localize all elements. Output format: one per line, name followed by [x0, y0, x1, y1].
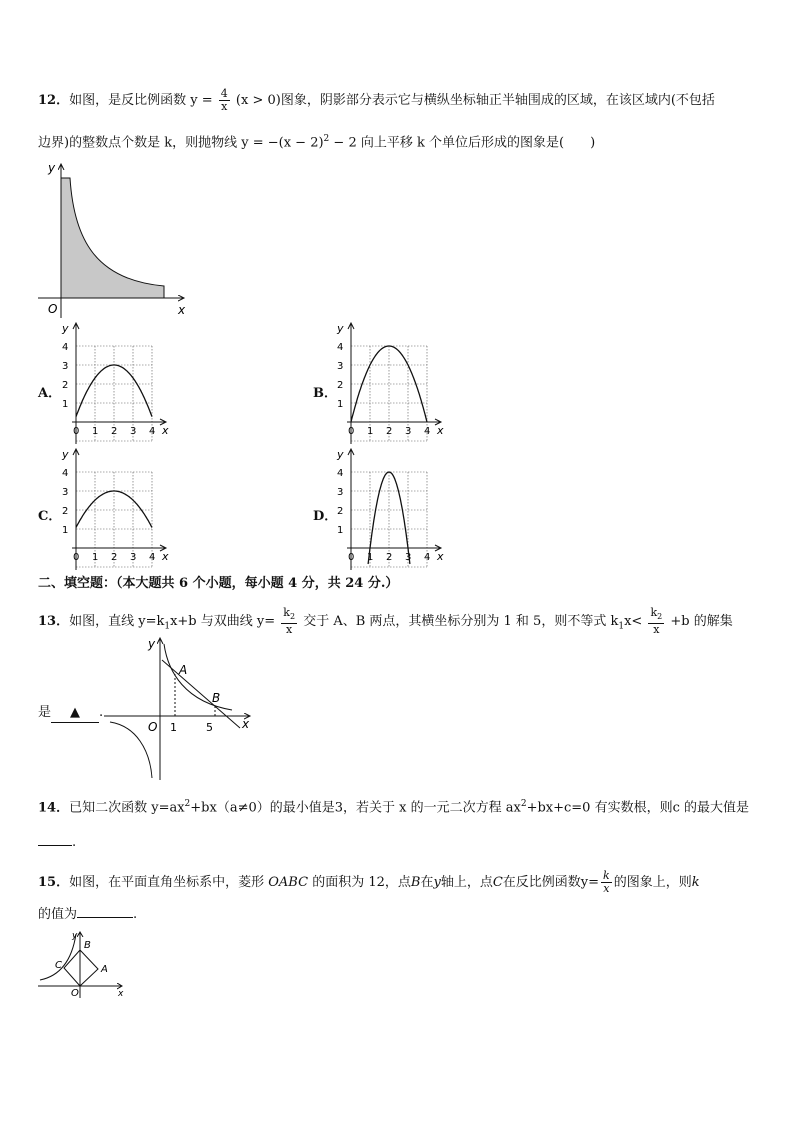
q15-text-c: 在	[420, 875, 434, 890]
option-b-graph[interactable]	[333, 322, 453, 444]
q13-y-label: y	[148, 637, 156, 651]
q15-point-c-label: C	[55, 960, 62, 971]
q13-text-e: +b 的解集	[670, 614, 733, 630]
section2-title: 二、填空题：（本大题共 6 个小题，每小题 4 分，共 24 分.）	[38, 576, 399, 591]
q14-number: 14．	[38, 800, 70, 816]
q12-parabola-tail: − 2	[329, 135, 357, 151]
q13-sub1: 1	[164, 621, 171, 632]
option-y-tick: 2	[62, 506, 69, 517]
q13-tick-5: 5	[206, 721, 213, 734]
q15-text-g: 的值为	[38, 907, 78, 922]
q12-figure	[36, 160, 196, 320]
q12-origin-label: O	[48, 302, 58, 316]
q15-text-b: 的面积为 12，点	[312, 875, 411, 890]
option-y-tick: 1	[337, 399, 344, 410]
q15-line-1	[38, 870, 700, 895]
q13-hyperbola-q1	[164, 644, 232, 710]
q13-x-label: x	[242, 717, 250, 731]
option-x-tick: 2	[111, 552, 118, 563]
option-x-tick: 4	[424, 426, 431, 437]
q13-text-d: x<	[624, 614, 643, 630]
q13-frac2-num	[648, 607, 664, 624]
option-x-tick: 1	[367, 552, 374, 563]
option-b-label[interactable]: B．	[313, 386, 337, 401]
q15-figure	[34, 928, 134, 1000]
q13-fraction-2	[648, 607, 664, 636]
q12-func-lhs: y =	[190, 93, 213, 108]
q12-text-a: 如图，是反比例函数	[69, 93, 187, 108]
option-x-tick: 4	[149, 426, 156, 437]
option-y-tick: 2	[62, 380, 69, 391]
option-x-tick: 2	[111, 426, 118, 437]
q13-figure	[100, 632, 260, 782]
q12-line-1	[38, 88, 715, 113]
q13-answer-prefix: 是	[38, 705, 52, 720]
q13-tick-1: 1	[170, 721, 177, 734]
option-x-tick: 3	[405, 552, 412, 563]
option-x-tick: 1	[367, 426, 374, 437]
q12-number: 12．	[38, 93, 70, 108]
q12-frac-den: x	[221, 100, 228, 113]
q13-frac2-k: k	[650, 606, 658, 619]
q13-answer-mark: ▲	[70, 705, 81, 720]
q13-point-a-label: A	[179, 663, 188, 677]
option-x-tick: 1	[92, 552, 99, 563]
option-x-tick: 0	[73, 426, 80, 437]
option-y-tick: 3	[62, 361, 69, 372]
option-y-tick: 4	[62, 342, 69, 353]
q15-origin-label: O	[71, 988, 79, 999]
q15-var-k: k	[691, 875, 700, 890]
q14-text-c: +bx+c=0 有实数根，则c 的最大值是	[526, 800, 749, 816]
q14-sup1: 2	[184, 799, 191, 809]
q13-fraction-1	[281, 607, 297, 636]
q13-frac1-num	[281, 607, 297, 624]
q13-answer-blank[interactable]	[51, 704, 99, 723]
q15-answer-blank[interactable]	[77, 905, 133, 918]
q15-func-lhs: y=	[580, 875, 600, 890]
q13-text-b: x+b 与双曲线 y=	[170, 614, 276, 630]
option-y-label: y	[337, 448, 344, 461]
q15-fraction	[601, 870, 612, 895]
option-x-tick: 2	[386, 426, 393, 437]
option-y-tick: 4	[62, 468, 69, 479]
option-y-tick: 1	[337, 525, 344, 536]
q13-number: 13．	[38, 614, 70, 630]
q14-answer-line	[38, 833, 76, 852]
q13-line	[162, 660, 240, 728]
option-y-tick: 2	[337, 506, 344, 517]
q14-text-b: +bx（a≠0）的最小值是3，若关于 x 的一元二次方程 ax	[190, 800, 521, 816]
q13-frac2-den: x	[653, 623, 660, 637]
option-x-tick: 3	[130, 552, 137, 563]
option-parabola	[76, 365, 152, 417]
option-y-tick: 2	[337, 380, 344, 391]
q15-line-2	[38, 905, 137, 924]
option-y-tick: 3	[337, 361, 344, 372]
q15-number: 15．	[38, 875, 70, 890]
option-x-label: x	[162, 424, 169, 437]
q15-frac-num: k	[603, 869, 610, 882]
q15-axis-y: y	[433, 875, 441, 890]
option-y-tick: 4	[337, 342, 344, 353]
q13-answer-suffix: .	[99, 705, 104, 720]
q12-line-2	[38, 130, 595, 152]
option-x-tick: 3	[405, 426, 412, 437]
q12-x-label: x	[178, 303, 186, 317]
q12-parabola: y = −(x − 2)	[241, 135, 324, 151]
option-x-tick: 1	[92, 426, 99, 437]
q15-point-b-label: B	[84, 940, 91, 951]
option-a-label[interactable]: A．	[38, 386, 62, 401]
option-y-label: y	[62, 322, 69, 335]
option-x-tick: 4	[424, 552, 431, 563]
q13-sub2: 1	[618, 621, 625, 632]
q13-origin-label: O	[148, 720, 158, 734]
q14-answer-blank[interactable]	[38, 833, 72, 846]
q15-end: .	[133, 907, 138, 922]
q14-text-a: 已知二次函数 y=ax	[69, 800, 185, 816]
option-x-label: x	[162, 550, 169, 563]
q13-text-c: 交于 A、B 两点，其横坐标分别为 1 和 5，则不等式 k	[303, 614, 619, 630]
option-x-label: x	[437, 424, 444, 437]
option-y-tick: 3	[337, 487, 344, 498]
option-x-tick: 2	[386, 552, 393, 563]
q15-text-f: 的图象上，则	[613, 875, 692, 890]
q15-text-a: 如图，在平面直角坐标系中，菱形	[69, 875, 265, 890]
q12-text-c: 边界)的整数点个数是 k，则抛物线	[38, 135, 238, 151]
option-y-tick: 3	[62, 487, 69, 498]
option-a-graph[interactable]	[58, 322, 178, 444]
option-d-label[interactable]: D．	[313, 509, 338, 524]
q13-frac1-sub: 2	[289, 612, 296, 622]
option-y-tick: 1	[62, 399, 69, 410]
q15-point-b: B	[410, 875, 421, 890]
q12-frac-num: 4	[220, 87, 228, 100]
q15-y-label: y	[72, 931, 78, 941]
q12-text-b: 图象，阴影部分表示它与横纵坐标轴正半轴围成的区域，在该区域内(不包括	[280, 93, 715, 108]
q15-point-a-label: A	[101, 964, 108, 975]
q13-hyperbola-q3	[110, 722, 152, 778]
q15-x-label: x	[118, 989, 124, 999]
q13-frac1-den: x	[286, 623, 293, 637]
q12-y-label: y	[48, 161, 56, 175]
option-c-graph[interactable]	[58, 448, 178, 570]
option-y-label: y	[337, 322, 344, 335]
q15-shape: OABC	[268, 875, 309, 890]
q13-frac2-sub: 2	[657, 612, 663, 622]
q13-text-a: 如图，直线 y=k	[69, 614, 165, 630]
q14-end: .	[72, 835, 77, 850]
q13-point-b-label: B	[212, 691, 221, 705]
option-x-tick: 0	[73, 552, 80, 563]
option-d-graph[interactable]	[333, 448, 453, 570]
option-x-tick: 0	[348, 426, 355, 437]
q12-fraction	[219, 88, 230, 113]
option-x-tick: 4	[149, 552, 156, 563]
q15-frac-den: x	[603, 882, 610, 895]
option-c-label[interactable]: C．	[38, 509, 62, 524]
q12-func-cond: (x > 0)	[235, 93, 281, 108]
option-parabola	[351, 346, 427, 422]
option-x-tick: 0	[348, 552, 355, 563]
q15-hyperbola	[40, 934, 76, 980]
q12-shaded-region	[61, 178, 164, 298]
q15-text-d: 轴上，点	[440, 875, 493, 890]
option-y-tick: 4	[337, 468, 344, 479]
q15-rhombus	[64, 950, 98, 986]
q14-line-1	[38, 795, 749, 817]
q13-frac1-k: k	[283, 606, 290, 619]
q15-point-c: C	[492, 875, 503, 890]
option-y-tick: 1	[62, 525, 69, 536]
q12-text-d: 向上平移 k 个单位后形成的图象是( )	[360, 135, 596, 151]
q12-parabola-exp: 2	[323, 134, 330, 144]
option-x-label: x	[437, 550, 444, 563]
option-y-label: y	[62, 448, 69, 461]
q14-sup2: 2	[520, 799, 527, 809]
q13-answer-line	[38, 704, 103, 723]
q15-text-e: 在反比例函数	[502, 875, 581, 890]
option-x-tick: 3	[130, 426, 137, 437]
